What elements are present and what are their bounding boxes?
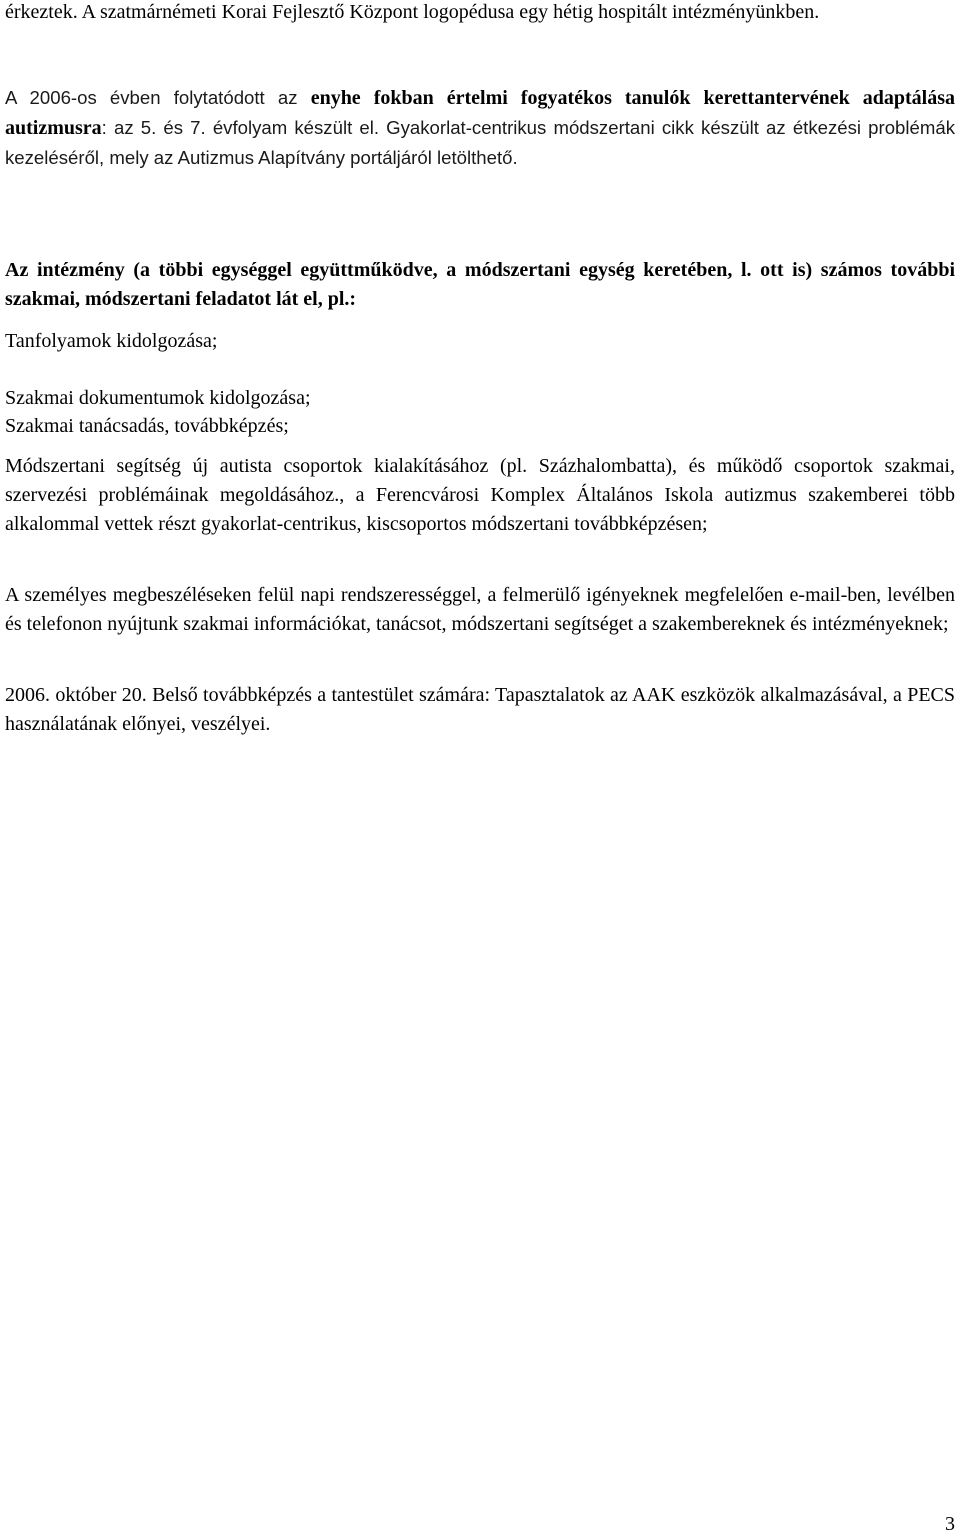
paragraph-text: : az 5. és 7. évfolyam készült el. Gyakorlat-centrikus módszertani cikk készült az étkezési problémák kezeléséről, mely az Autizmus Alapítvány portáljáról letölthető. xyxy=(5,117,955,168)
task-item-documents: Szakmai dokumentumok kidolgozása; xyxy=(5,387,311,409)
page-number: 3 xyxy=(945,1513,955,1535)
paragraph-curriculum-adaptation xyxy=(5,83,955,172)
curriculum-title: enyhe fokban értelmi fogyatékos tanulók kerettantervének adaptálása autizmusra xyxy=(5,87,955,139)
paragraph-tasks-heading: Az intézmény (a többi egységgel együttműködve, a módszertani egység keretében, l. ott is) számos további szakmai, módszertani feladatot lát el, pl.: xyxy=(5,259,955,310)
paragraph-hospitation: érkeztek. A szatmárnémeti Korai Fejlesztő Központ logopédusa egy hétig hospitált intézményünkben. xyxy=(5,1,820,23)
task-item-methodological-help: Módszertani segítség új autista csoportok kialakításához (pl. Százhalombatta), és működő csoportok szakmai, szervezési problémáinak megoldásához., a Ferencvárosi Komplex Általános Iskola autizmus szakemberei több alkalommal vettek részt gyakorlat-centrikus, kiscsoportos módszertani továbbképzésen; xyxy=(5,455,955,535)
training-event: 2006. október 20. Belső továbbképzés a tantestület számára: Tapasztalatok az AAK eszközök alkalmazásával, a PECS használatának előnyei, veszélyei. xyxy=(5,684,955,735)
task-item-courses: Tanfolyamok kidolgozása; xyxy=(5,330,218,352)
task-item-communication: A személyes megbeszéléseken felül napi rendszerességgel, a felmerülő igényeknek megfelelően e-mail-ben, levélben és telefonon nyújtunk szakmai információkat, tanácsot, módszertani segítséget a szakembereknek és intézményeknek; xyxy=(5,584,955,635)
paragraph-text: A 2006-os évben folytatódott az xyxy=(5,87,311,108)
task-item-consulting: Szakmai tanácsadás, továbbképzés; xyxy=(5,415,289,437)
